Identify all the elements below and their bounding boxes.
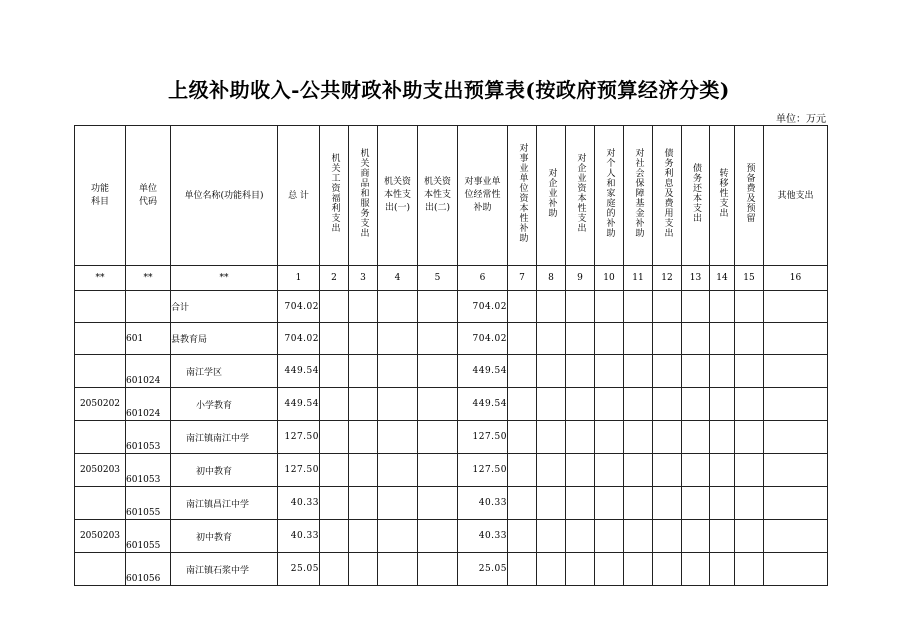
empty-cell bbox=[710, 388, 735, 421]
empty-cell bbox=[349, 355, 378, 388]
unit-code-cell: 601055 bbox=[126, 487, 171, 520]
colnum-10: 10 bbox=[595, 266, 624, 291]
colnum-2: 2 bbox=[320, 266, 349, 291]
empty-cell bbox=[595, 388, 624, 421]
empty-cell bbox=[566, 355, 595, 388]
empty-cell bbox=[624, 553, 653, 586]
unit-name-cell: 南江镇昌江中学 bbox=[171, 487, 278, 520]
func-code-cell bbox=[75, 355, 126, 388]
empty-cell bbox=[566, 553, 595, 586]
func-code-cell: 2050203 bbox=[75, 520, 126, 553]
empty-cell bbox=[349, 454, 378, 487]
unit-code-cell: 601 bbox=[126, 323, 171, 355]
empty-cell bbox=[349, 520, 378, 553]
empty-cell bbox=[682, 487, 710, 520]
empty-cell bbox=[595, 520, 624, 553]
empty-cell bbox=[349, 553, 378, 586]
table-row bbox=[75, 291, 828, 323]
empty-cell bbox=[595, 454, 624, 487]
colnum-5: 5 bbox=[418, 266, 458, 291]
empty-cell bbox=[764, 323, 828, 355]
empty-cell bbox=[378, 388, 418, 421]
unit-name-cell: 南江镇石浆中学 bbox=[171, 553, 278, 586]
empty-cell bbox=[418, 355, 458, 388]
empty-cell bbox=[653, 355, 682, 388]
header-col-10: 对个人和家庭的补助 bbox=[595, 126, 624, 266]
empty-cell bbox=[735, 323, 764, 355]
empty-cell bbox=[624, 291, 653, 323]
empty-cell bbox=[320, 520, 349, 553]
empty-cell bbox=[624, 388, 653, 421]
empty-cell bbox=[508, 520, 537, 553]
header-col-11: 对社会保障基金补助 bbox=[624, 126, 653, 266]
table-row bbox=[75, 553, 828, 586]
colnum-15: 15 bbox=[735, 266, 764, 291]
empty-cell bbox=[710, 355, 735, 388]
empty-cell bbox=[710, 454, 735, 487]
header-col-13: 债务还本支出 bbox=[682, 126, 710, 266]
colnum-b: ** bbox=[126, 266, 171, 291]
header-unit-name: 单位名称(功能科目) bbox=[171, 126, 278, 266]
empty-cell bbox=[764, 291, 828, 323]
empty-cell bbox=[682, 355, 710, 388]
empty-cell bbox=[566, 291, 595, 323]
empty-cell bbox=[624, 355, 653, 388]
total-cell: 449.54 bbox=[278, 355, 320, 388]
header-col-14: 转移性支出 bbox=[710, 126, 735, 266]
empty-cell bbox=[320, 421, 349, 454]
empty-cell bbox=[508, 553, 537, 586]
empty-cell bbox=[320, 553, 349, 586]
header-col-6: 对事业单位经常性补助 bbox=[458, 126, 508, 266]
empty-cell bbox=[566, 520, 595, 553]
empty-cell bbox=[537, 355, 566, 388]
regular-subsidy-cell: 127.50 bbox=[458, 421, 508, 454]
unit-code-cell: 601053 bbox=[126, 454, 171, 487]
empty-cell bbox=[735, 454, 764, 487]
table-row bbox=[75, 454, 828, 487]
empty-cell bbox=[764, 553, 828, 586]
colnum-13: 13 bbox=[682, 266, 710, 291]
empty-cell bbox=[537, 553, 566, 586]
header-row bbox=[75, 126, 828, 266]
empty-cell bbox=[764, 421, 828, 454]
empty-cell bbox=[566, 323, 595, 355]
header-col-15: 预备费及预留 bbox=[735, 126, 764, 266]
unit-code-cell bbox=[126, 291, 171, 323]
empty-cell bbox=[595, 355, 624, 388]
colnum-12: 12 bbox=[653, 266, 682, 291]
colnum-14: 14 bbox=[710, 266, 735, 291]
regular-subsidy-cell: 449.54 bbox=[458, 388, 508, 421]
empty-cell bbox=[710, 421, 735, 454]
empty-cell bbox=[537, 520, 566, 553]
table-row bbox=[75, 487, 828, 520]
budget-table bbox=[74, 125, 828, 586]
header-col-4: 机关资本性支出(一) bbox=[378, 126, 418, 266]
empty-cell bbox=[378, 520, 418, 553]
header-col-3: 机关商品和服务支出 bbox=[349, 126, 378, 266]
header-col-16: 其他支出 bbox=[764, 126, 828, 266]
column-number-row bbox=[75, 266, 828, 291]
total-cell: 704.02 bbox=[278, 323, 320, 355]
func-code-cell: 2050202 bbox=[75, 388, 126, 421]
empty-cell bbox=[764, 487, 828, 520]
colnum-9: 9 bbox=[566, 266, 595, 291]
empty-cell bbox=[653, 421, 682, 454]
empty-cell bbox=[682, 291, 710, 323]
func-code-cell bbox=[75, 421, 126, 454]
empty-cell bbox=[735, 291, 764, 323]
empty-cell bbox=[349, 291, 378, 323]
empty-cell bbox=[418, 553, 458, 586]
header-func-code: 功能科目 bbox=[75, 126, 126, 266]
table-row bbox=[75, 520, 828, 553]
colnum-4: 4 bbox=[378, 266, 418, 291]
report-title: 上级补助收入-公共财政补助支出预算表(按政府预算经济分类) bbox=[168, 78, 730, 102]
regular-subsidy-cell: 127.50 bbox=[458, 454, 508, 487]
empty-cell bbox=[566, 487, 595, 520]
empty-cell bbox=[682, 553, 710, 586]
empty-cell bbox=[508, 323, 537, 355]
empty-cell bbox=[349, 487, 378, 520]
regular-subsidy-cell: 704.02 bbox=[458, 291, 508, 323]
total-cell: 25.05 bbox=[278, 553, 320, 586]
header-col-12: 债务利息及费用支出 bbox=[653, 126, 682, 266]
regular-subsidy-cell: 40.33 bbox=[458, 520, 508, 553]
colnum-16: 16 bbox=[764, 266, 828, 291]
empty-cell bbox=[735, 421, 764, 454]
empty-cell bbox=[710, 291, 735, 323]
regular-subsidy-cell: 25.05 bbox=[458, 553, 508, 586]
total-cell: 40.33 bbox=[278, 487, 320, 520]
colnum-c: ** bbox=[171, 266, 278, 291]
empty-cell bbox=[764, 520, 828, 553]
regular-subsidy-cell: 40.33 bbox=[458, 487, 508, 520]
empty-cell bbox=[710, 520, 735, 553]
empty-cell bbox=[418, 520, 458, 553]
empty-cell bbox=[624, 487, 653, 520]
empty-cell bbox=[320, 454, 349, 487]
colnum-8: 8 bbox=[537, 266, 566, 291]
empty-cell bbox=[508, 355, 537, 388]
unit-name-cell: 初中教育 bbox=[171, 454, 278, 487]
table-row bbox=[75, 355, 828, 388]
empty-cell bbox=[735, 553, 764, 586]
empty-cell bbox=[682, 520, 710, 553]
empty-cell bbox=[378, 291, 418, 323]
colnum-a: ** bbox=[75, 266, 126, 291]
empty-cell bbox=[710, 553, 735, 586]
unit-code-cell: 601024 bbox=[126, 388, 171, 421]
empty-cell bbox=[735, 355, 764, 388]
unit-name-cell: 合计 bbox=[171, 291, 278, 323]
empty-cell bbox=[653, 553, 682, 586]
unit-name-cell: 县教育局 bbox=[171, 323, 278, 355]
empty-cell bbox=[418, 487, 458, 520]
func-code-cell bbox=[75, 323, 126, 355]
unit-code-cell: 601056 bbox=[126, 553, 171, 586]
func-code-cell: 2050203 bbox=[75, 454, 126, 487]
table-row bbox=[75, 388, 828, 421]
regular-subsidy-cell: 449.54 bbox=[458, 355, 508, 388]
empty-cell bbox=[735, 388, 764, 421]
empty-cell bbox=[378, 487, 418, 520]
empty-cell bbox=[595, 291, 624, 323]
empty-cell bbox=[378, 454, 418, 487]
unit-name-cell: 南江学区 bbox=[171, 355, 278, 388]
empty-cell bbox=[682, 421, 710, 454]
func-code-cell bbox=[75, 291, 126, 323]
empty-cell bbox=[764, 355, 828, 388]
empty-cell bbox=[595, 421, 624, 454]
empty-cell bbox=[653, 487, 682, 520]
empty-cell bbox=[624, 421, 653, 454]
empty-cell bbox=[566, 388, 595, 421]
regular-subsidy-cell: 704.02 bbox=[458, 323, 508, 355]
empty-cell bbox=[508, 388, 537, 421]
empty-cell bbox=[320, 487, 349, 520]
unit-code-cell: 601024 bbox=[126, 355, 171, 388]
header-col-8: 对企业补助 bbox=[537, 126, 566, 266]
colnum-7: 7 bbox=[508, 266, 537, 291]
empty-cell bbox=[418, 323, 458, 355]
colnum-1: 1 bbox=[278, 266, 320, 291]
empty-cell bbox=[764, 388, 828, 421]
empty-cell bbox=[710, 323, 735, 355]
empty-cell bbox=[735, 520, 764, 553]
empty-cell bbox=[349, 421, 378, 454]
total-cell: 127.50 bbox=[278, 454, 320, 487]
colnum-3: 3 bbox=[349, 266, 378, 291]
empty-cell bbox=[508, 421, 537, 454]
empty-cell bbox=[653, 520, 682, 553]
total-cell: 449.54 bbox=[278, 388, 320, 421]
empty-cell bbox=[682, 454, 710, 487]
empty-cell bbox=[653, 323, 682, 355]
empty-cell bbox=[537, 291, 566, 323]
table-row bbox=[75, 323, 828, 355]
empty-cell bbox=[320, 355, 349, 388]
empty-cell bbox=[624, 520, 653, 553]
empty-cell bbox=[537, 388, 566, 421]
header-unit-code: 单位代码 bbox=[126, 126, 171, 266]
empty-cell bbox=[566, 421, 595, 454]
empty-cell bbox=[320, 388, 349, 421]
empty-cell bbox=[378, 553, 418, 586]
func-code-cell bbox=[75, 553, 126, 586]
empty-cell bbox=[595, 487, 624, 520]
empty-cell bbox=[624, 454, 653, 487]
empty-cell bbox=[653, 291, 682, 323]
empty-cell bbox=[378, 355, 418, 388]
header-col-5: 机关资本性支出(二) bbox=[418, 126, 458, 266]
empty-cell bbox=[735, 487, 764, 520]
total-cell: 704.02 bbox=[278, 291, 320, 323]
empty-cell bbox=[418, 388, 458, 421]
empty-cell bbox=[682, 388, 710, 421]
empty-cell bbox=[320, 323, 349, 355]
header-col-2: 机关工资福利支出 bbox=[320, 126, 349, 266]
empty-cell bbox=[508, 487, 537, 520]
colnum-6: 6 bbox=[458, 266, 508, 291]
empty-cell bbox=[595, 323, 624, 355]
header-col-9: 对企业资本性支出 bbox=[566, 126, 595, 266]
unit-code-cell: 601055 bbox=[126, 520, 171, 553]
empty-cell bbox=[349, 388, 378, 421]
empty-cell bbox=[537, 454, 566, 487]
empty-cell bbox=[682, 323, 710, 355]
unit-code-cell: 601053 bbox=[126, 421, 171, 454]
total-cell: 127.50 bbox=[278, 421, 320, 454]
empty-cell bbox=[537, 487, 566, 520]
empty-cell bbox=[508, 454, 537, 487]
unit-name-cell: 南江镇南江中学 bbox=[171, 421, 278, 454]
empty-cell bbox=[624, 323, 653, 355]
unit-label: 单位：万元 bbox=[776, 114, 826, 125]
empty-cell bbox=[710, 487, 735, 520]
empty-cell bbox=[653, 388, 682, 421]
empty-cell bbox=[320, 291, 349, 323]
empty-cell bbox=[418, 421, 458, 454]
empty-cell bbox=[349, 323, 378, 355]
empty-cell bbox=[537, 323, 566, 355]
empty-cell bbox=[537, 421, 566, 454]
empty-cell bbox=[764, 454, 828, 487]
func-code-cell bbox=[75, 487, 126, 520]
empty-cell bbox=[595, 553, 624, 586]
empty-cell bbox=[653, 454, 682, 487]
header-col-7: 对事业单位资本性补助 bbox=[508, 126, 537, 266]
empty-cell bbox=[378, 421, 418, 454]
table-row bbox=[75, 421, 828, 454]
header-total: 总 计 bbox=[278, 126, 320, 266]
empty-cell bbox=[508, 291, 537, 323]
unit-name-cell: 小学教育 bbox=[171, 388, 278, 421]
unit-name-cell: 初中教育 bbox=[171, 520, 278, 553]
empty-cell bbox=[418, 454, 458, 487]
empty-cell bbox=[418, 291, 458, 323]
empty-cell bbox=[566, 454, 595, 487]
empty-cell bbox=[378, 323, 418, 355]
total-cell: 40.33 bbox=[278, 520, 320, 553]
colnum-11: 11 bbox=[624, 266, 653, 291]
